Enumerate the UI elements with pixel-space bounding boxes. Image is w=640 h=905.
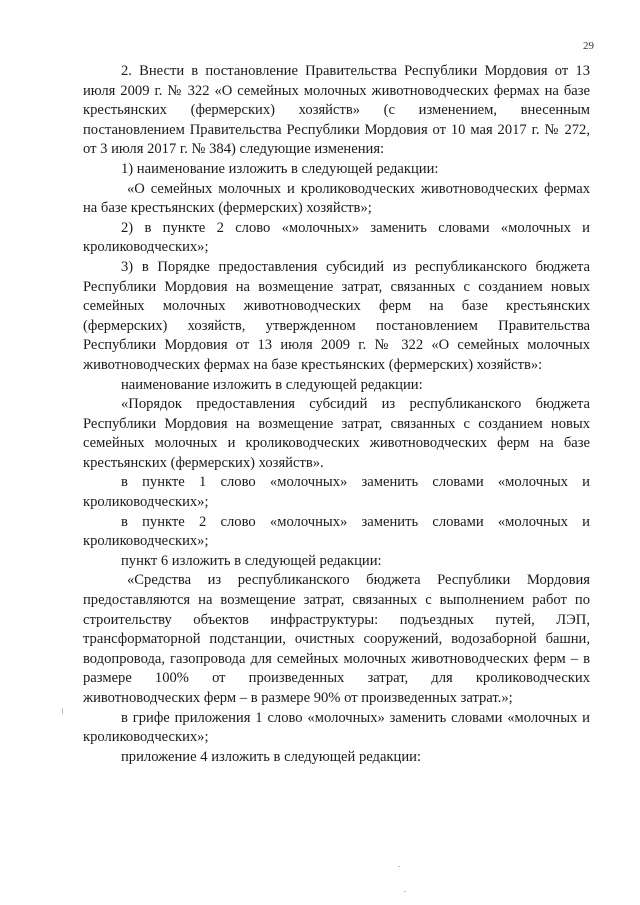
scan-speck	[398, 866, 400, 867]
paragraph-amendment-intro: 2. Внести в постановление Правительства Республики Мордовия от 13 июля 2009 г. № 322 «О семейных молочных животноводческих фермах на базе крестьянских (фермерских) хозяйств» (с изменением, внесенным постановлением Правительства Республики Мордовия от 10 мая 2017 г. № 272, от 3 июля 2017 г. № 384) следующие изменения:	[83, 63, 590, 158]
paragraph-title-change: наименование изложить в следующей редакции:	[121, 376, 423, 393]
paragraph-new-procedure-title: «Порядок предоставления субсидий из республиканского бюджета Республики Мордовия на возмещение затрат, связанных с созданием новых семейных молочных и кролиководческих животноводческих ферм на базе крестьянских (фермерских) хозяйств».	[83, 396, 590, 471]
paragraph-item-1: 1) наименование изложить в следующей редакции:	[121, 160, 439, 177]
paragraph-item-3: 3) в Порядке предоставления субсидий из республиканского бюджета Республики Мордовия на возмещение затрат, связанных с созданием новых семейных молочных животноводческих ферм на базе крестьянских (фермерских) хозяйств, утвержденном постановлением Правительства Республики Мордовия от 13 июля 2009 г. № 322 «О семейных молочных животноводческих фермах на базе крестьянских (фермерских) хозяйств»:	[83, 258, 590, 373]
scan-speck	[404, 891, 406, 892]
paragraph-appendix-1-change: в грифе приложения 1 слово «молочных» заменить словами «молочных и кролиководческих»;	[83, 709, 590, 746]
paragraph-point-6-text: «Средства из республиканского бюджета Республики Мордовия предоставляются на возмещение затрат, связанных с выполнением работ по строительству объектов инфраструктуры: подъездных путей, ЛЭП, трансформаторной подстанции, очистных сооружений, водозаборной башни, водопровода, газопровода для семейных молочных животноводческих ферм – в размере 100% от произведенных затрат, для кролиководческих животноводческих ферм – в размере 90% от произведенных затрат.»;	[83, 572, 590, 706]
paragraph-point-6-change: пункт 6 изложить в следующей редакции:	[121, 552, 382, 569]
paragraph-point-2-change: в пункте 2 слово «молочных» заменить словами «молочных и кролиководческих»;	[83, 513, 590, 550]
document-body	[83, 62, 590, 767]
scan-speck	[62, 708, 63, 714]
paragraph-appendix-4-change: приложение 4 изложить в следующей редакции:	[121, 748, 421, 765]
paragraph-item-1-new-title: «О семейных молочных и кролиководческих животноводческих фермах на базе крестьянских (фермерских) хозяйств»;	[83, 180, 590, 217]
paragraph-point-1-change: в пункте 1 слово «молочных» заменить словами «молочных и кролиководческих»;	[83, 474, 590, 511]
paragraph-item-2: 2) в пункте 2 слово «молочных» заменить словами «молочных и кролиководческих»;	[83, 219, 590, 256]
page-number: 29	[583, 40, 594, 52]
